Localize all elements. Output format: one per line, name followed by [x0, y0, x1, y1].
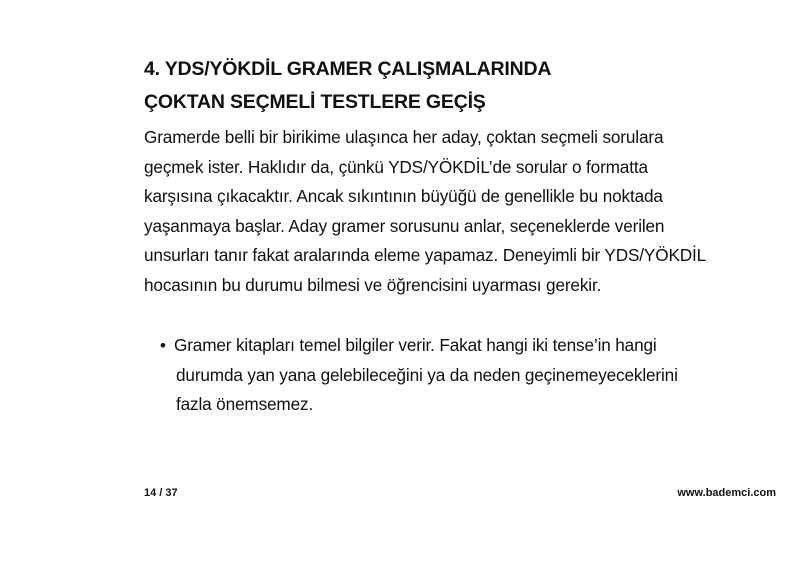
paragraph-line: geçmek ister. Haklıdır da, çünkü YDS/YÖKDİL’de sorular o formatta [144, 156, 648, 177]
bullet-icon: • [160, 336, 166, 355]
bullet-first-line [160, 331, 780, 361]
paragraph-line: karşısına çıkacaktır. Ancak sıkıntının büyüğü de genellikle bu noktada [144, 186, 663, 206]
paragraph-line: hocasının bu durumu bilmesi ve öğrencisini uyarması gerekir. [144, 274, 602, 295]
paragraph-line: yaşanmaya başlar. Aday gramer sorusunu anlar, seçeneklerde verilen [144, 215, 665, 236]
paragraph-line: unsurları tanır fakat aralarında eleme yapamaz. Deneyimli bir YDS/YÖKDİL [144, 245, 707, 265]
section-heading-line-2: ÇOKTAN SEÇMELİ TESTLERE GEÇİŞ [144, 91, 486, 113]
bullet-text-line: fazla önemsemez. [176, 394, 314, 414]
section-heading-line-1: 4. YDS/YÖKDİL GRAMER ÇALIŞMALARINDA [144, 58, 552, 80]
page-number: 14 / 37 [144, 487, 178, 499]
bullet-list-item [160, 331, 780, 420]
bullet-text-line: Gramer kitapları temel bilgiler verir. Fakat hangi iki tense’in hangi [174, 335, 657, 355]
bullet-text-line: durumda yan yana gelebileceğini ya da neden geçinemeyeceklerini [176, 364, 678, 385]
paragraph-line: Gramerde belli bir birikime ulaşınca her aday, çoktan seçmeli sorulara [144, 127, 664, 147]
body-paragraph [144, 123, 784, 300]
website-url: www.bademci.com [677, 487, 776, 499]
